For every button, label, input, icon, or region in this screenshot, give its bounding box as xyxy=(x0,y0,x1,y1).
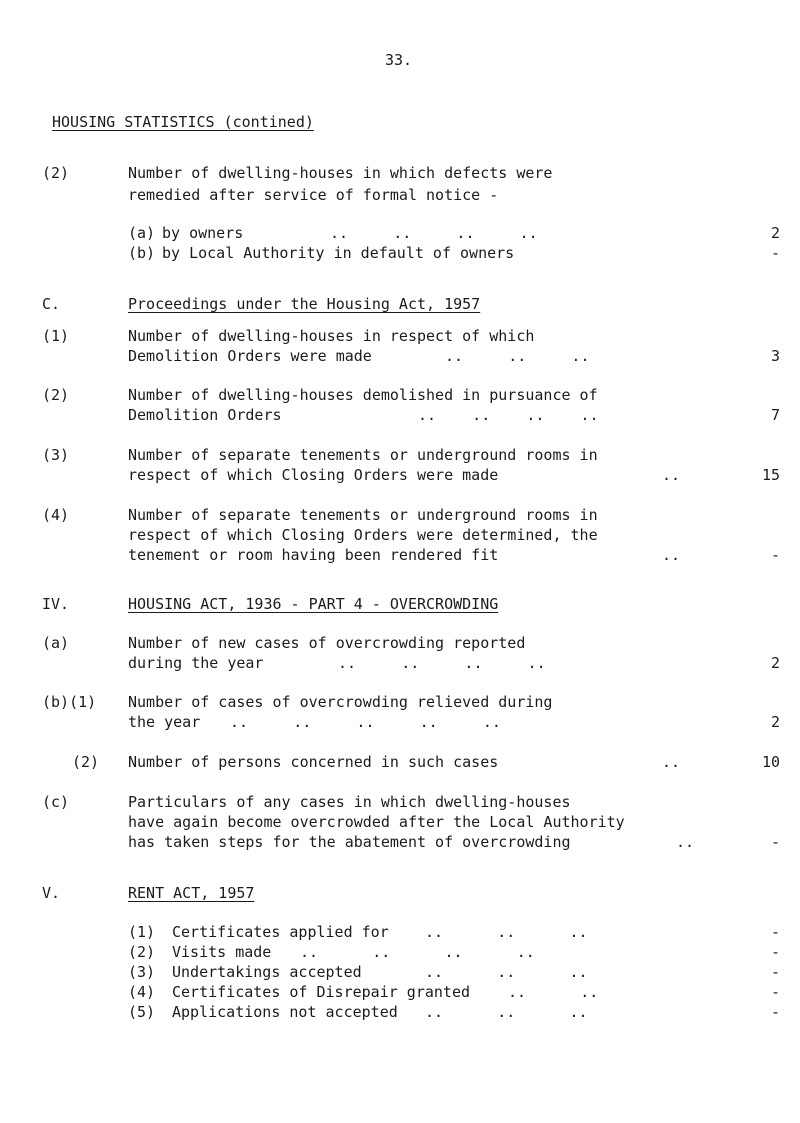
sec-c-1-label: (1) xyxy=(42,327,70,345)
sec-c-2-label: (2) xyxy=(42,386,70,404)
sec-v-5-dots: .. .. .. xyxy=(425,1003,588,1021)
sec-c-2-line-2: Demolition Orders xyxy=(128,406,282,424)
sec-c-1-line-1: Number of dwelling-houses in respect of which xyxy=(128,327,535,345)
sec-c-label: C. xyxy=(42,295,61,313)
sec-iv-c-line-3: has taken steps for the abatement of overcrowding xyxy=(128,833,571,851)
sec-iv-c-value: - xyxy=(770,833,780,851)
sec-v-2-dots: .. .. .. .. xyxy=(300,943,535,961)
sec-c-4-line-1: Number of separate tenements or underground rooms in xyxy=(128,506,598,524)
sec-v-4-label: (4) xyxy=(128,983,156,1001)
sec-iv-c-line-2: have again become overcrowded after the Local Authority xyxy=(128,813,625,831)
sec-iv-title: HOUSING ACT, 1936 - PART 4 - OVERCROWDING xyxy=(128,595,499,613)
sec-iv-b1-dots: .. .. .. .. .. xyxy=(230,713,501,731)
sec-c-title: Proceedings under the Housing Act, 1957 xyxy=(128,295,481,313)
sec-iv-label: IV. xyxy=(42,595,70,613)
sec-c-3-line-2: respect of which Closing Orders were made xyxy=(128,466,499,484)
sec-b2-b-text: by Local Authority in default of owners xyxy=(162,244,515,262)
sec-iv-c-label: (c) xyxy=(42,793,70,811)
sec-v-3-text: Undertakings accepted xyxy=(172,963,362,981)
sec-c-4-label: (4) xyxy=(42,506,70,524)
sec-v-1-label: (1) xyxy=(128,923,156,941)
sec-iv-2-line-1: Number of persons concerned in such cases xyxy=(128,753,499,771)
sec-v-label: V. xyxy=(42,884,61,902)
sec-b2-a-dots: .. .. .. .. xyxy=(330,224,538,242)
sec-c-2-dots: .. .. .. .. xyxy=(418,406,599,424)
sec-c-1-value: 3 xyxy=(770,347,780,365)
sec-iv-a-value: 2 xyxy=(770,654,780,672)
sec-b2-line-2: remedied after service of formal notice - xyxy=(128,186,499,204)
sec-iv-b1-line-2: the year xyxy=(128,713,201,731)
sec-b2-b-label: (b) xyxy=(128,244,156,262)
sec-v-5-text: Applications not accepted xyxy=(172,1003,398,1021)
sec-iv-b1-value: 2 xyxy=(770,713,780,731)
page-heading: HOUSING STATISTICS (contined) xyxy=(52,113,314,131)
sec-c-2-line-1: Number of dwelling-houses demolished in pursuance of xyxy=(128,386,598,404)
sec-c-3-value: 15 xyxy=(761,466,780,484)
sec-c-4-line-2: respect of which Closing Orders were determined, the xyxy=(128,526,598,544)
sec-v-2-text: Visits made xyxy=(172,943,272,961)
sec-v-1-text: Certificates applied for xyxy=(172,923,389,941)
sec-c-4-dots: .. xyxy=(662,546,681,564)
sec-b2-line-1: Number of dwelling-houses in which defects were xyxy=(128,164,553,182)
sec-iv-b1-line-1: Number of cases of overcrowding relieved during xyxy=(128,693,553,711)
sec-v-3-dots: .. .. .. xyxy=(425,963,588,981)
sec-v-2-label: (2) xyxy=(128,943,156,961)
sec-iv-a-line-1: Number of new cases of overcrowding reported xyxy=(128,634,526,652)
sec-c-2-value: 7 xyxy=(770,406,780,424)
sec-v-4-value: - xyxy=(770,983,780,1001)
sec-v-3-label: (3) xyxy=(128,963,156,981)
sec-iv-2-label: (2) xyxy=(72,753,100,771)
sec-b2-a-value: 2 xyxy=(770,224,780,242)
sec-c-3-label: (3) xyxy=(42,446,70,464)
sec-iv-c-dots: .. xyxy=(676,833,695,851)
sec-iv-b1-label: (b)(1) xyxy=(42,693,97,711)
sec-iv-a-dots: .. .. .. .. xyxy=(338,654,546,672)
sec-c-1-dots: .. .. .. xyxy=(445,347,590,365)
sec-v-4-dots: .. .. xyxy=(508,983,599,1001)
sec-v-3-value: - xyxy=(770,963,780,981)
sec-c-4-line-3: tenement or room having been rendered fit xyxy=(128,546,499,564)
sec-v-2-value: - xyxy=(770,943,780,961)
sec-c-3-dots: .. xyxy=(662,466,681,484)
sec-c-4-value: - xyxy=(770,546,780,564)
sec-iv-a-line-2: during the year xyxy=(128,654,264,672)
sec-b2-a-text: by owners xyxy=(162,224,244,242)
sec-b2-b-value: - xyxy=(770,244,780,262)
sec-c-3-line-1: Number of separate tenements or underground rooms in xyxy=(128,446,598,464)
sec-v-1-value: - xyxy=(770,923,780,941)
sec-iv-2-dots: .. xyxy=(662,753,681,771)
sec-v-5-value: - xyxy=(770,1003,780,1021)
sec-iv-c-line-1: Particulars of any cases in which dwelling-houses xyxy=(128,793,571,811)
sec-c-1-line-2: Demolition Orders were made xyxy=(128,347,372,365)
sec-v-1-dots: .. .. .. xyxy=(425,923,588,941)
sec-b2-a-label: (a) xyxy=(128,224,156,242)
sec-iv-2-value: 10 xyxy=(761,753,780,771)
sec-b2-label: (2) xyxy=(42,164,70,182)
sec-v-4-text: Certificates of Disrepair granted xyxy=(172,983,471,1001)
sec-v-title: RENT ACT, 1957 xyxy=(128,884,255,902)
page-number: 33. xyxy=(385,51,413,69)
sec-v-5-label: (5) xyxy=(128,1003,156,1021)
sec-iv-a-label: (a) xyxy=(42,634,70,652)
